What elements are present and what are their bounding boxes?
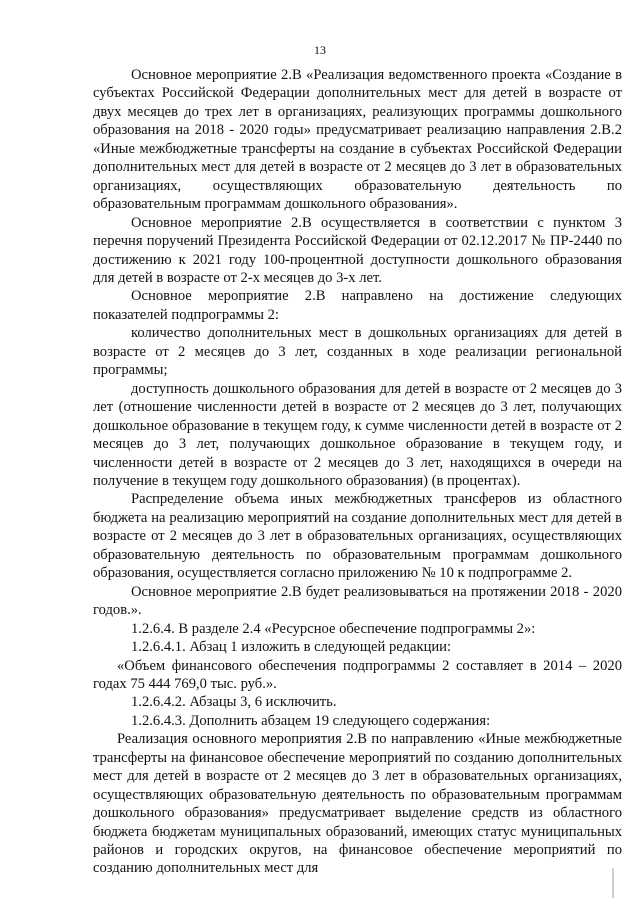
paragraph: доступность дошкольного образования для детей в возрасте от 2 месяцев до 3 лет (отношение численности детей в возрасте от 2 месяцев до 3 лет, получающих дошкольное образование в текущем году, к сумме численности детей в возрасте от 2 месяцев до 3 лет, получающих дошкольное образование в текущем году, и численности детей в возрасте от 2 месяцев до 3 лет, находящихся в очереди на получение в текущем году дошкольного образования) (в процентах). [93, 380, 622, 489]
paragraph: количество дополнительных мест в дошкольных организациях для детей в возрасте от 2 месяцев до 3 лет, созданных в ходе реализации региональной программы; [93, 325, 622, 379]
paragraph: Реализация основного мероприятия 2.В по направлению «Иные межбюджетные трансферты на финансовое обеспечение мероприятий по созданию дополнительных мест для детей в возрасте от 2 месяцев до 3 лет в образовательных организациях, осуществляющих образовательную деятельность по образовательным программам дошкольного образования» предусматривает выделение средств из областного бюджета бюджетам муниципальных образований, имеющих статус муниципальных районов и городских округов, на финансовое обеспечение мероприятий по созданию дополнительных мест для [93, 731, 622, 877]
paragraph: Основное мероприятие 2.В будет реализовываться на протяжении 2018 - 2020 годов.». [93, 583, 622, 619]
scan-margin-mark [612, 868, 614, 898]
paragraph: «Объем финансового обеспечения подпрограммы 2 составляет в 2014 – 2020 годах 75 444 769,0 тыс. руб.». [93, 657, 622, 692]
paragraph: 1.2.6.4.1. Абзац 1 изложить в следующей редакции: [131, 639, 452, 656]
paragraph: 1.2.6.4.3. Дополнить абзацем 19 следующего содержания: [131, 712, 491, 729]
paragraph: Основное мероприятие 2.В осуществляется в соответствии с пунктом 3 перечня поручений Президента Российской Федерации от 02.12.2017 № ПР-2440 по достижению к 2021 году 100-процентной доступности дошкольного образования для детей в возрасте от 2-х месяцев до 3-х лет. [93, 214, 622, 286]
paragraph: 1.2.6.4. В разделе 2.4 «Ресурсное обеспечение подпрограммы 2»: [131, 620, 536, 637]
page-number: 13 [314, 43, 326, 57]
paragraph: Основное мероприятие 2.В «Реализация ведомственного проекта «Создание в субъектах Российской Федерации дополнительных мест для детей в возрасте от двух месяцев до трех лет в организациях, реализующих программы дошкольного образования на 2018 - 2020 годы» предусматривает реализацию направления 2.В.2 «Иные межбюджетные трансферты на создание в субъектах Российской Федерации дополнительных мест для детей в возрасте от 2 месяцев до 3 лет в образовательных организациях, осуществляющих образовательную деятельность по образовательным программам дошкольного образования». [93, 67, 622, 213]
paragraph: Основное мероприятие 2.В направлено на достижение следующих показателей подпрограммы 2: [93, 288, 622, 323]
paragraph: 1.2.6.4.2. Абзацы 3, 6 исключить. [131, 694, 337, 711]
paragraph: Распределение объема иных межбюджетных трансферов из областного бюджета на реализацию мероприятий на создание дополнительных мест для детей в возрасте от 2 месяцев до 3 лет в образовательных организациях, осуществляющих образовательную деятельность по образовательным программам дошкольного образования, осуществляется согласно приложению № 10 к подпрограмме 2. [93, 491, 622, 582]
document-body [93, 66, 622, 878]
